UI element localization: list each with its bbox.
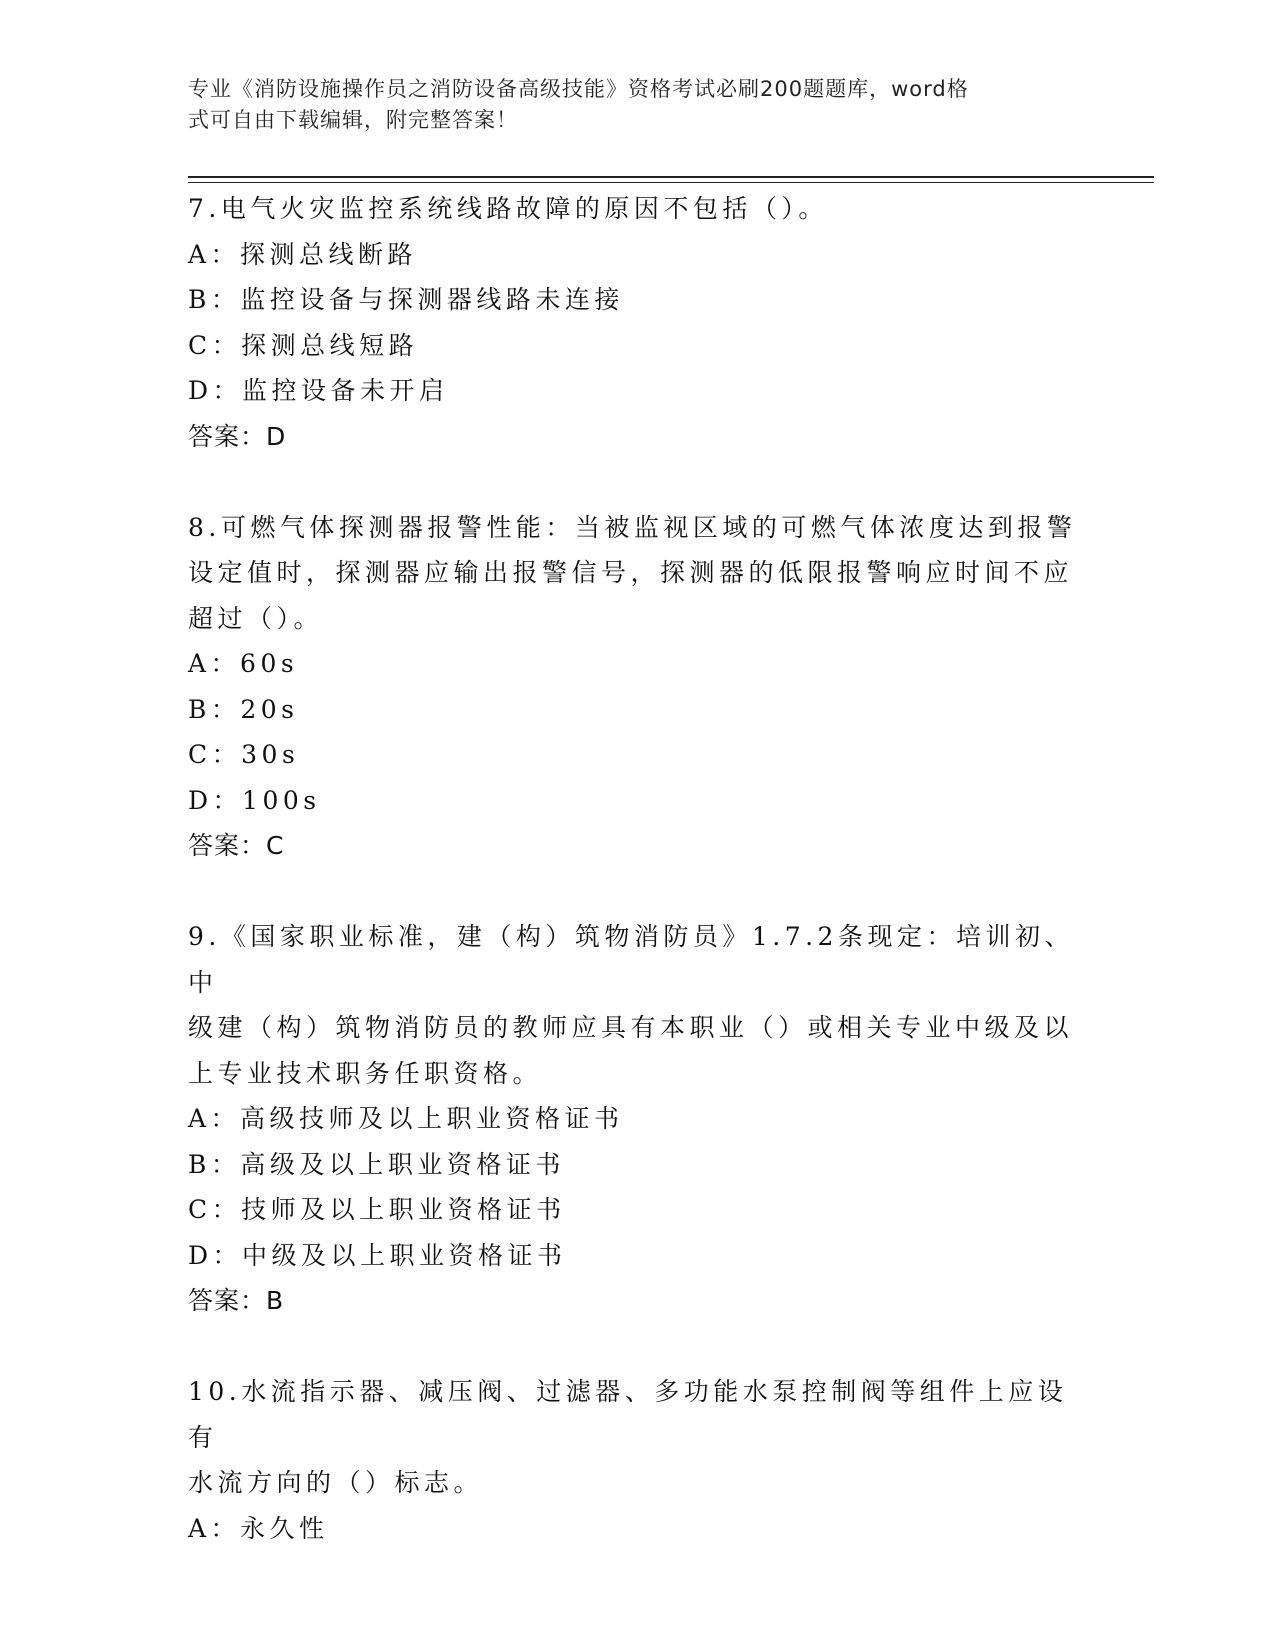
question-9 [188,914,1088,1324]
header-line-1: 专业《消防设施操作员之消防设备高级技能》资格考试必刷200题题库，word格 [188,77,969,101]
option-a: A：永久性 [188,1513,329,1543]
answer: 答案：C [188,831,285,860]
option-d: D：100s [188,785,321,815]
option-a: A：60s [188,649,299,678]
question-text: 上专业技术职务任职资格。 [188,1058,543,1088]
header-divider-thin [188,182,1154,183]
option-b: B：20s [188,694,299,724]
answer: 答案：B [188,1286,285,1315]
question-8 [188,505,1088,869]
spacer [188,459,1088,505]
option-b: B：监控设备与探测器线路未连接 [188,285,624,314]
answer: 答案：D [188,421,287,451]
option-d: D：中级及以上职业资格证书 [188,1240,567,1270]
option-c: C：探测总线短路 [188,330,419,360]
option-a: A：探测总线断路 [188,239,418,269]
question-text: 水流方向的（）标志。 [188,1468,484,1497]
option-d: D：监控设备未开启 [188,376,449,405]
spacer [188,1324,1088,1370]
question-text: 超过（）。 [188,603,324,633]
question-text: 级建（构）筑物消防员的教师应具有本职业（）或相关专业中级及以 [188,1013,1074,1042]
question-text: 设定值时，探测器应输出报警信号，探测器的低限报警响应时间不应 [188,558,1074,587]
question-text: 10.水流指示器、减压阀、过滤器、多功能水泵控制阀等组件上应设有 [188,1377,1068,1452]
spacer [188,869,1088,915]
header-divider-thick [188,176,1154,178]
option-a: A：高级技师及以上职业资格证书 [188,1104,624,1133]
option-c: C：技师及以上职业资格证书 [188,1195,566,1224]
question-10 [188,1369,1088,1551]
question-text: 9.《国家职业标准，建（构）筑物消防员》1.7.2条现定：培训初、中 [188,922,1074,997]
option-c: C：30s [188,740,300,769]
question-text: 8.可燃气体探测器报警性能：当被监视区域的可燃气体浓度达到报警 [188,512,1077,542]
option-b: B：高级及以上职业资格证书 [188,1149,565,1179]
document-header [188,74,1068,136]
question-list [188,186,1088,1551]
question-text: 7.电气火灾监控系统线路故障的原因不包括（）。 [188,194,828,223]
header-line-2: 式可自由下载编辑，附完整答案！ [188,108,518,132]
question-7 [188,186,1088,459]
